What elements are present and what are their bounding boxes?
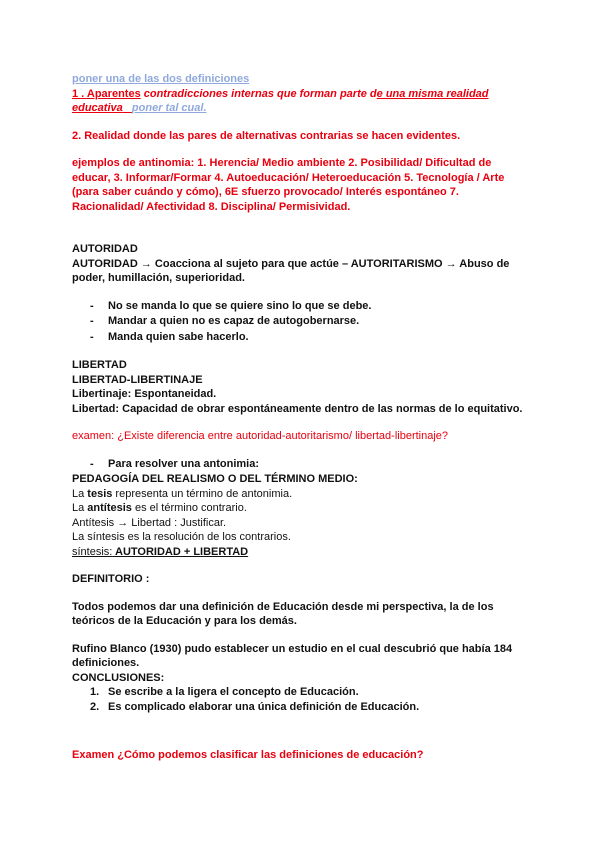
sintesis-line: La síntesis es la resolución de los contrarios.: [72, 531, 291, 543]
antitesis-line: [72, 501, 532, 516]
def1-poner-link[interactable]: poner tal cual.: [131, 102, 207, 114]
libertad-subheading: LIBERTAD-LIBERTINAJE: [72, 373, 203, 386]
sintesis-value: AUTORIDAD + LIBERTAD: [112, 545, 249, 558]
antitesis-prefix: La: [72, 502, 88, 514]
list-item: - Para resolver una antonimia:: [72, 457, 532, 472]
list-item: [72, 700, 532, 715]
antitesis-term: antítesis: [87, 502, 132, 514]
autoridad-definition: AUTORIDAD → Coacciona al sujeto para que actúe – AUTORITARISMO → Abuso de poder, humillación, superioridad.: [72, 257, 510, 284]
libertad-line: [72, 402, 532, 417]
conclusiones-heading: CONCLUSIONES:: [72, 671, 165, 684]
libertinaje-line: Libertinaje: Espontaneidad.: [72, 388, 217, 400]
def1-number: 1 .: [72, 87, 87, 100]
antitesis-text: es el término contrario.: [131, 502, 247, 514]
autoridad-list: [72, 299, 532, 345]
list-item: - Manda quien sabe hacerlo.: [72, 330, 532, 345]
definitorio-heading: DEFINITORIO :: [72, 573, 150, 585]
definitorio-paragraph-1: Todos podemos dar una definición de Educación desde mi perspectiva, la de los teóricos de la Educación y para los demás.: [72, 600, 494, 627]
antitesis-example: Antítesis → Libertad : Justificar.: [72, 516, 227, 529]
definitorio-paragraph-2: Rufino Blanco (1930) pudo establecer un estudio en el cual descubrió que había 184 definiciones.: [72, 642, 513, 669]
sintesis-formula: [72, 545, 532, 560]
list-item: - Mandar a quien no es capaz de autogobernarse.: [72, 314, 532, 329]
pedagogia-heading: PEDAGOGÍA DEL REALISMO O DEL TÉRMINO MEDIO:: [72, 473, 358, 485]
document-page: [72, 72, 532, 763]
tesis-text: representa un término de antonimia.: [112, 487, 293, 500]
def1-misma: e una misma realidad: [376, 87, 489, 100]
libertad-text: Capacidad de obrar espontáneamente dentro de las normas de lo equitativo.: [119, 402, 523, 415]
header-link[interactable]: poner una de las dos definiciones: [72, 73, 250, 85]
libertad-label: Libertad:: [72, 402, 120, 415]
libertad-heading: LIBERTAD: [72, 359, 127, 371]
def1-educativa: educativa: [72, 102, 123, 114]
definition-1: [72, 87, 532, 116]
list-item: [72, 685, 532, 700]
item-number: 1.: [90, 686, 100, 698]
tesis-line: [72, 487, 532, 502]
resolver-list: [72, 457, 532, 472]
item-text: Es complicado elaborar una única definición de Educación.: [108, 700, 420, 713]
autoridad-heading: AUTORIDAD: [72, 243, 138, 255]
exam-question-1: examen: ¿Existe diferencia entre autoridad-autoritarismo/ libertad-libertinaje?: [72, 430, 449, 442]
item-number: 2.: [90, 700, 100, 713]
exam-question-2: Examen ¿Cómo podemos clasificar las definiciones de educación?: [72, 749, 424, 761]
tesis-term: tesis: [87, 487, 113, 500]
def1-contradicciones: contradicciones internas que forman parte d: [140, 87, 377, 100]
tesis-prefix: La: [72, 487, 88, 500]
conclusiones-list: [72, 685, 532, 714]
def1-aparentes: Aparentes: [86, 87, 141, 100]
list-item: - No se manda lo que se quiere sino lo que se debe.: [72, 299, 532, 314]
sintesis-label: síntesis:: [72, 545, 113, 558]
definition-2: 2. Realidad donde las pares de alternativas contrarias se hacen evidentes.: [72, 129, 461, 142]
item-text: Se escribe a la ligera el concepto de Educación.: [108, 686, 359, 698]
antinomy-examples: ejemplos de antinomia: 1. Herencia/ Medio ambiente 2. Posibilidad/ Dificultad de educar, 3. Informar/Formar 4. Autoeducación/ Heteroeducación 5. Tecnología / Arte (para saber cuándo y cómo), 6E sfuerzo provocado/ Interés espontáneo 7. Racionalidad/ Afectividad 8. Disciplina/ Permisividad.: [72, 157, 505, 213]
def1-spacer: [123, 102, 132, 114]
